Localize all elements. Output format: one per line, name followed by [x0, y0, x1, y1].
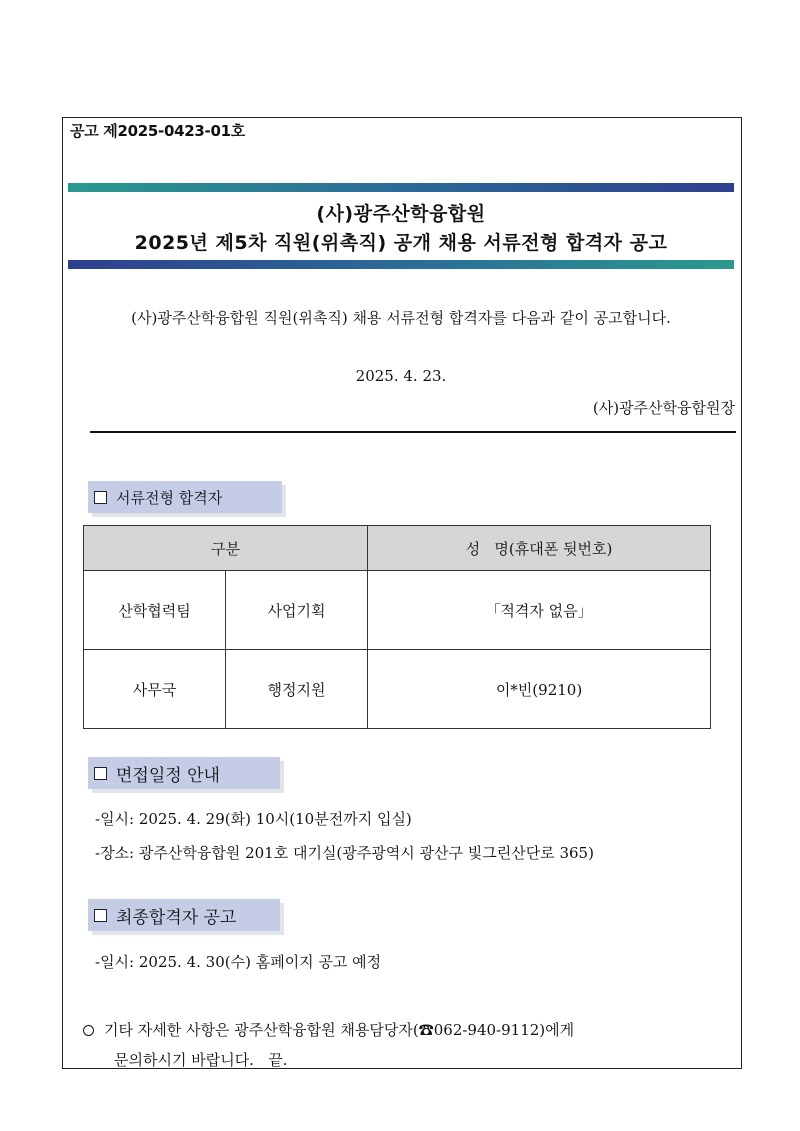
- result-table: [83, 525, 711, 729]
- title-org: (사)광주산학융합원: [316, 203, 486, 225]
- section-heading-pass: [88, 481, 282, 513]
- section-heading-label: 최종합격자 공고: [116, 907, 237, 928]
- intro-text: (사)광주산학융합원 직원(위촉직) 채용 서류전형 합격자를 다음과 같이 공고합니다.: [131, 309, 671, 327]
- table-cell-dept: 산학협력팀: [84, 571, 226, 650]
- section-heading-label: 서류전형 합격자: [116, 488, 223, 507]
- interview-place: -장소: 광주산학융합원 201호 대기실(광주광역시 광산구 빛그린산단로 365): [95, 844, 594, 862]
- section-heading-final: [88, 899, 280, 931]
- footer-text-2: 문의하시기 바랍니다. 끝.: [114, 1051, 288, 1069]
- checkbox-icon: [94, 909, 107, 922]
- notice-number: 공고 제2025-0423-01호: [70, 122, 245, 140]
- table-cell-role: 행정지원: [226, 650, 368, 729]
- section-heading-interview: [88, 757, 280, 789]
- table-header-category: 구분: [84, 526, 368, 571]
- table-header-row: [84, 526, 711, 571]
- table-row: [84, 650, 711, 729]
- title-bar-bottom: [68, 260, 734, 269]
- table-cell-name: 「적격자 없음」: [368, 571, 711, 650]
- section-heading-label: 면접일정 안내: [116, 765, 220, 786]
- title-main: 2025년 제5차 직원(위촉직) 공개 채용 서류전형 합격자 공고: [134, 232, 668, 254]
- footer-line-1: [83, 1019, 574, 1040]
- checkbox-icon: [94, 491, 107, 504]
- table-cell-role: 사업기획: [226, 571, 368, 650]
- final-announcement-date: -일시: 2025. 4. 30(수) 홈페이지 공고 예정: [95, 953, 382, 971]
- checkbox-icon: [94, 767, 107, 780]
- table-cell-dept: 사무국: [84, 650, 226, 729]
- signer: (사)광주산학융합원장: [592, 399, 735, 417]
- divider: [90, 431, 736, 433]
- interview-time: -일시: 2025. 4. 29(화) 10시(10분전까지 입실): [95, 810, 412, 828]
- table-row: [84, 571, 711, 650]
- table-header-name: 성 명(휴대폰 뒷번호): [368, 526, 711, 571]
- notice-date: 2025. 4. 23.: [355, 367, 447, 385]
- table-cell-name: 이*빈(9210): [368, 650, 711, 729]
- footer-text-1: 기타 자세한 사항은 광주산학융합원 채용담당자(☎062-940-9112)에게: [104, 1021, 575, 1039]
- title-bar-top: [68, 183, 734, 192]
- circle-bullet-icon: [83, 1025, 94, 1036]
